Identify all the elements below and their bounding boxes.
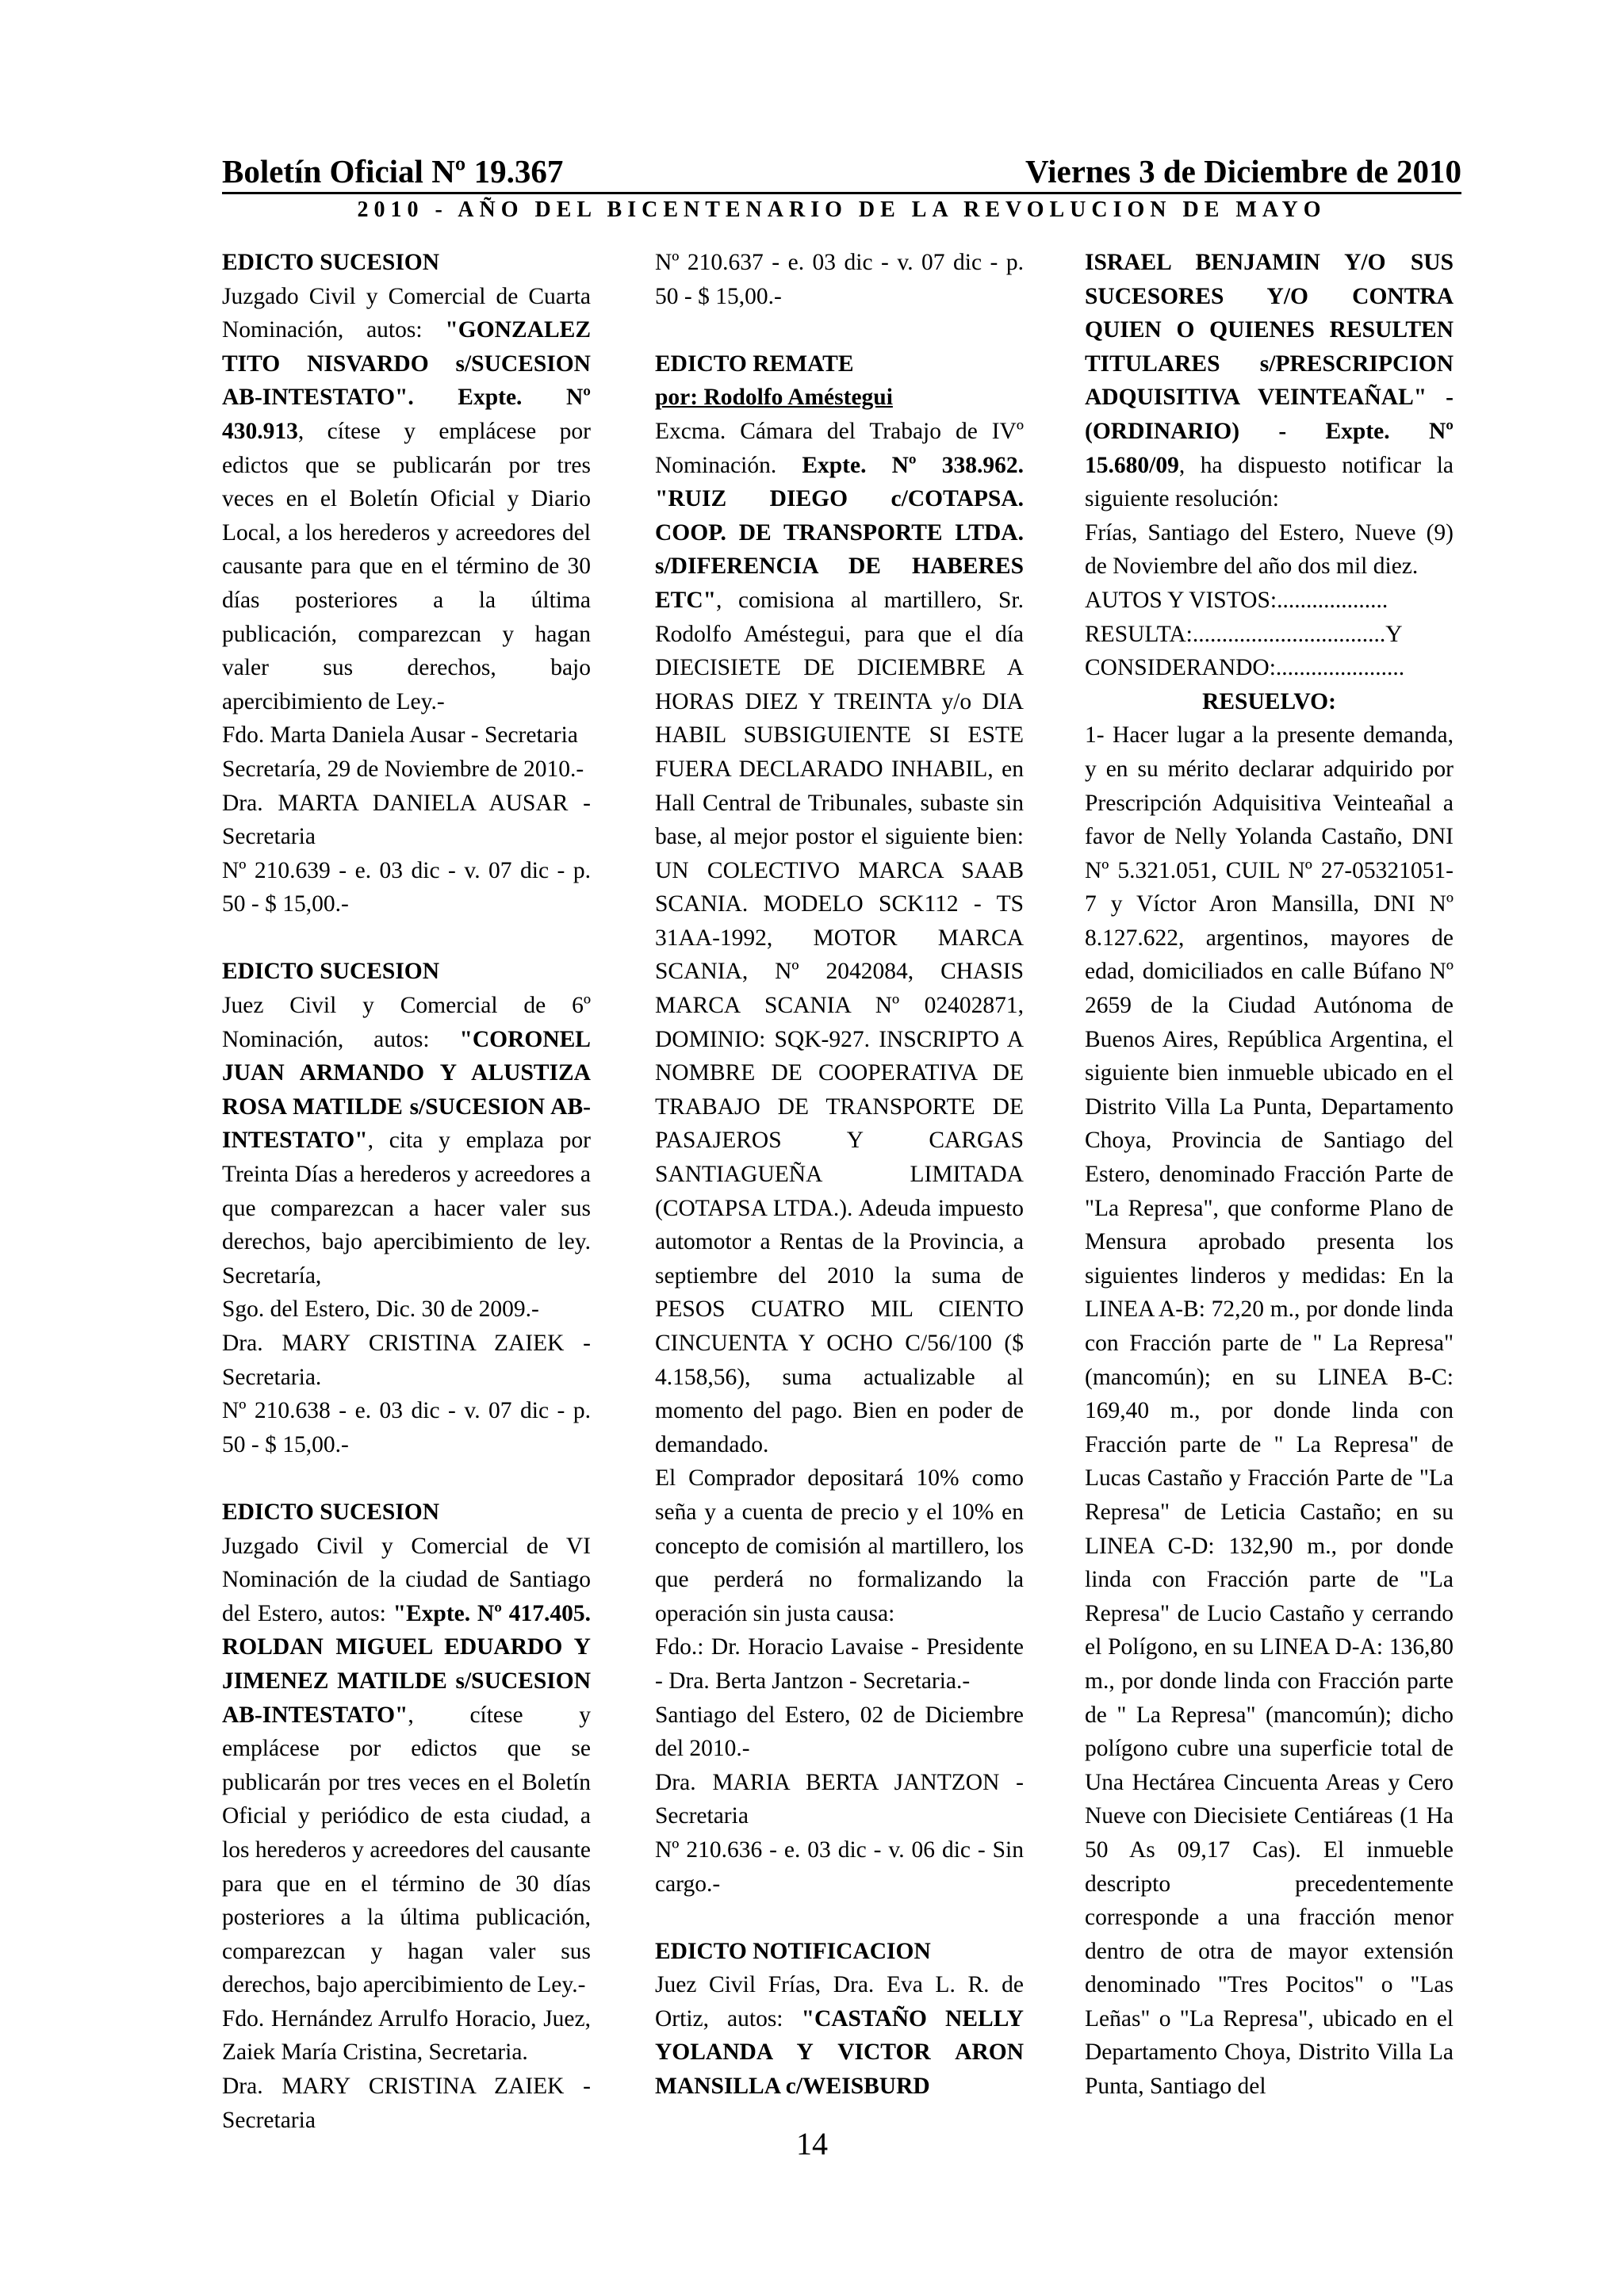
bold-text: "Expte. Nº 417.405. ROLDAN MIGUEL EDUARDO Y JIMENEZ MATILDE s/SUCESION AB-INTESTATO" xyxy=(222,1600,592,1728)
column-3 xyxy=(1085,246,1454,2104)
edict-heading: EDICTO NOTIFICACION xyxy=(655,1938,931,1964)
edict-paragraph xyxy=(655,1766,1024,1833)
edict-paragraph xyxy=(222,854,591,921)
bold-text: "GONZALEZ TITO NISVARDO s/SUCESION AB-INTESTATO". Expte. Nº 430.913 xyxy=(222,317,591,444)
bold-text: "CASTAÑO NELLY YOLANDA Y VICTOR ARON MANSILLA c/WEISBURD xyxy=(655,2005,1024,2100)
column-2 xyxy=(655,246,1024,2104)
text: , cita y emplaza por Treinta Días a herederos y acreedores a que comparezcan a hacer valer sus derechos, bajo apercibimiento de ley. Secretaría, xyxy=(222,1128,591,1289)
edict-paragraph xyxy=(222,753,591,787)
text: , cítese y emplácese por edictos que se publicarán por tres veces en el Boletín Oficial y periódico de esta ciudad, a los herederos y acreedores del causante para que en el término de 30 días posteriores a la última publicación, comparezcan y hagan valer sus derechos, bajo apercibimiento de Ley.- xyxy=(222,1702,591,1998)
gazette-title: Boletín Oficial Nº 19.367 xyxy=(222,153,564,190)
spacer xyxy=(222,1461,591,1496)
text: Fdo.: Dr. Horacio Lavaise - Presidente - Dra. Berta Jantzon - Secretaria.- xyxy=(655,1634,1024,1694)
text: Nº 210.637 - e. 03 dic - v. 07 dic - p. 50 - $ 15,00.- xyxy=(655,250,1024,309)
edict-paragraph xyxy=(222,718,591,753)
year-motto: 2010 - AÑO DEL BICENTENARIO DE LA REVOLUCION DE MAYO xyxy=(357,197,1327,222)
text: Excma. Cámara del Trabajo de IVº Nominación. xyxy=(655,418,1024,478)
edict-paragraph xyxy=(655,246,1024,313)
edict-paragraph xyxy=(222,2002,591,2070)
bold-text: "CORONEL JUAN ARMANDO Y ALUSTIZA ROSA MATILDE s/SUCESION AB-INTESTATO" xyxy=(222,1026,591,1154)
edict-paragraph xyxy=(222,1327,591,1394)
text: 1- Hacer lugar a la presente demanda, y en su mérito declarar adquirido por Prescripción Adquisitiva Veinteañal a favor de Nelly Yolanda Castaño, DNI Nº 5.321.051, CUIL Nº 27-05321051-7 y Víctor Aron Mansilla, DNI Nº 8.127.622, argentinos, mayores de edad, domiciliados en calle Búfano Nº 2659 de la Ciudad Autónoma de Buenos Aires, República Argentina, el siguiente bien inmueble ubicado en el Distrito Villa La Punta, Departamento Choya, Provincia de Santiago del Estero, denominado Fracción Parte de "La Represa", que conforme Plano de Mensura aprobado presenta los siguientes linderos y medidas: En la LINEA A-B: 72,20 m., por donde linda con Fracción parte de " La Represa" (mancomún); en su LINEA B-C: 169,40 m., por donde linda con Fracción parte de " La Represa" de Lucas Castaño y Fracción Parte de "La Represa" de Leticia Castaño; en su LINEA C-D: 132,90 m., por donde linda con Fracción parte de "La Represa" de Lucio Castaño y cerrando el Polígono, en su LINEA D-A: 136,80 m., por donde linda con Fracción parte de " La Represa" (mancomún); dicho polígono cubre una superficie total de Una Hectárea Cincuenta Areas y Cero Nueve con Diecisiete Centiáreas (1 Ha 50 As 09,17 Cas). El inmueble descripto precedentemente corresponde a una fracción menor dentro de otra de mayor extensión denominado "Tres Pocitos" o "Las Leñas" o "La Represa", ubicado en el Departamento Choya, Distrito Villa La Punta, Santiago del xyxy=(1085,722,1454,2100)
text: Santiago del Estero, 02 de Diciembre del 2010.- xyxy=(655,1702,1024,1762)
text: Nº 210.638 - e. 03 dic - v. 07 dic - p. 50 - $ 15,00.- xyxy=(222,1398,591,1457)
edict-paragraph xyxy=(222,989,591,1293)
edict-heading: EDICTO REMATE xyxy=(655,350,854,377)
edict-paragraph xyxy=(222,787,591,854)
edict-paragraph xyxy=(1085,584,1454,618)
edict-paragraph xyxy=(1085,516,1454,584)
text: AUTOS Y VISTOS:................... xyxy=(1085,587,1388,613)
page-number: 14 xyxy=(796,2126,828,2162)
edict-paragraph xyxy=(1085,618,1454,685)
edict-paragraph xyxy=(222,1394,591,1461)
text: Dra. MARTA DANIELA AUSAR - Secretaria xyxy=(222,790,591,850)
edict-paragraph xyxy=(655,1968,1024,2103)
text: Juez Civil Frías, Dra. Eva L. R. de Ortiz, autos: xyxy=(655,1972,1024,2032)
text: Dra. MARIA BERTA JANTZON - Secretaria xyxy=(655,1769,1024,1829)
text: El Comprador depositará 10% como seña y a cuenta de precio y el 10% en concepto de comisión al martillero, los que perderá no formalizando la operación sin justa causa: xyxy=(655,1465,1024,1626)
spacer xyxy=(655,1901,1024,1935)
text: Juez Civil y Comercial de 6º Nominación, autos: xyxy=(222,993,591,1052)
text: Frías, Santiago del Estero, Nueve (9) de Noviembre del año dos mil diez. xyxy=(1085,519,1454,580)
text: Sgo. del Estero, Dic. 30 de 2009.- xyxy=(222,1296,539,1323)
bold-text: ISRAEL BENJAMIN Y/O SUS SUCESORES Y/O CONTRA QUIEN O QUIENES RESULTEN TITULARES s/PRESCRIPCION ADQUISITIVA VEINTEAÑAL" - (ORDINARIO) - Expte. Nº 15.680/09 xyxy=(1085,250,1454,478)
text: Nº 210.639 - e. 03 dic - v. 07 dic - p. 50 - $ 15,00.- xyxy=(222,857,591,917)
text: Fdo. Hernández Arrulfo Horacio, Juez, Zaiek María Cristina, Secretaria. xyxy=(222,2005,591,2066)
edict-paragraph xyxy=(222,280,591,719)
edict-heading: EDICTO SUCESION xyxy=(222,1499,440,1525)
edict-paragraph xyxy=(655,1833,1024,1901)
text: RESULTA:.................................Y CONSIDERANDO:...................... xyxy=(1085,621,1405,681)
edict-paragraph xyxy=(222,1293,591,1327)
edict-paragraph xyxy=(655,1630,1024,1698)
edict-paragraph xyxy=(1085,246,1454,516)
spacer xyxy=(655,313,1024,347)
text: , ha dispuesto notificar la siguiente resolución: xyxy=(1085,452,1454,512)
text: Dra. MARY CRISTINA ZAIEK - Secretaria. xyxy=(222,1331,591,1390)
edict-heading: RESUELVO: xyxy=(1202,688,1336,714)
edict-heading: EDICTO SUCESION xyxy=(222,250,440,275)
edict-paragraph xyxy=(222,1530,591,2002)
edict-heading: EDICTO SUCESION xyxy=(222,959,440,985)
spacer xyxy=(222,921,591,956)
bold-text: Expte. Nº 338.962. "RUIZ DIEGO c/COTAPSA. COOP. DE TRANSPORTE LTDA. s/DIFERENCIA DE HABERES ETC" xyxy=(655,452,1024,613)
text: Juzgado Civil y Comercial de Cuarta Nominación, autos: xyxy=(222,283,591,343)
edict-paragraph xyxy=(1085,718,1454,2103)
column-1 xyxy=(222,246,591,2137)
text: Dra. MARY CRISTINA ZAIEK - Secretaria xyxy=(222,2074,591,2133)
edict-paragraph xyxy=(655,1698,1024,1766)
edict-paragraph xyxy=(655,415,1024,1461)
text: Fdo. Marta Daniela Ausar - Secretaria xyxy=(222,722,578,749)
text: Secretaría, 29 de Noviembre de 2010.- xyxy=(222,756,584,782)
text: Nº 210.636 - e. 03 dic - v. 06 dic - Sin cargo.- xyxy=(655,1836,1024,1897)
edict-paragraph xyxy=(655,1461,1024,1630)
text: , cítese y emplácese por edictos que se publicarán por tres veces en el Boletín Oficial y Diario Local, a los herederos y acreedores del causante para que en el término de 30 días posteriores a la última publicación, comparezcan y hagan valer sus derechos, bajo apercibimiento de Ley.- xyxy=(222,418,591,714)
issue-date: Viernes 3 de Diciembre de 2010 xyxy=(1025,153,1461,190)
text: , comisiona al martillero, Sr. Rodolfo Améstegui, para que el día DIECISIETE DE DICIEMBRE A HORAS DIEZ Y TREINTA y/o DIA HABIL SUBSIGUIENTE SI ESTE FUERA DECLARADO INHABIL, en Hall Central de Tribunales, subaste sin base, al mejor postor el siguiente bien: UN COLECTIVO MARCA SAAB SCANIA. MODELO SCK112 - TS 31AA-1992, MOTOR MARCA SCANIA, Nº 2042084, CHASIS MARCA SCANIA Nº 02402871, DOMINIO: SQK-927. INSCRIPTO A NOMBRE DE COOPERATIVA DE TRABAJO DE TRANSPORTE DE PASAJEROS Y CARGAS SANTIAGUEÑA LIMITADA (COTAPSA LTDA.). Adeuda impuesto automotor a Rentas de la Provincia, a septiembre del 2010 la suma de PESOS CUATRO MIL CIENTO CINCUENTA Y OCHO C/56/100 ($ 4.158,56), suma actualizable al momento del pago. Bien en poder de demandado. xyxy=(655,587,1024,1457)
text: Juzgado Civil y Comercial de VI Nominación de la ciudad de Santiago del Estero, autos: xyxy=(222,1533,591,1626)
auctioneer-line: por: Rodolfo Améstegui xyxy=(655,385,893,411)
header-rule xyxy=(222,192,1461,194)
